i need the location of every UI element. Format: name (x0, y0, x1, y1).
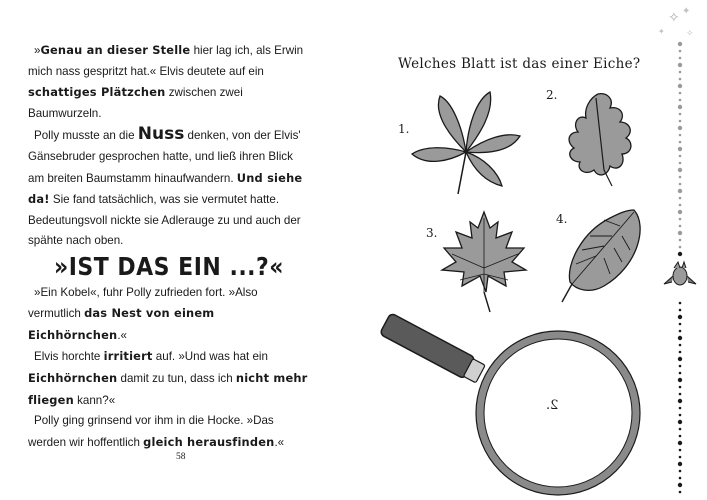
border-dot (679, 239, 682, 242)
border-dot (678, 105, 682, 109)
border-dot (678, 210, 682, 214)
border-dot (679, 50, 682, 53)
text-run: kann?« (73, 393, 116, 407)
border-dot (678, 189, 682, 193)
border-dot (679, 491, 682, 494)
border-dot (678, 315, 682, 319)
text-paragraph (28, 411, 310, 453)
leaf-label-2: 2. (546, 88, 558, 102)
border-dot (679, 120, 682, 123)
border-dot (679, 407, 682, 410)
border-dot (678, 336, 682, 340)
border-dot (678, 483, 682, 487)
border-dot (679, 225, 682, 228)
text-run: denken, von der Elvis' Gänsebruder gesprochen hatte, und ließ ihren Blick am breiten Baumstamm hinaufwandern. (28, 129, 301, 185)
border-dot (679, 449, 682, 452)
border-dot (679, 141, 682, 144)
highlighted-text: das Nest von einem Eichhörnchen (28, 306, 215, 342)
border-dot (679, 176, 682, 179)
border-dot (679, 470, 682, 473)
highlighted-text: irritiert (103, 349, 153, 364)
border-dot (679, 204, 682, 207)
right-page-puzzle (360, 0, 707, 500)
border-dot (679, 365, 682, 368)
border-dot (679, 78, 682, 81)
border-dot (678, 399, 682, 403)
border-dot (679, 428, 682, 431)
maple-leaf-icon (430, 208, 540, 318)
border-dot (679, 99, 682, 102)
border-dot (679, 393, 682, 396)
border-dot (678, 84, 682, 88)
border-dot (679, 456, 682, 459)
border-dot (679, 162, 682, 165)
border-dot (679, 113, 682, 116)
decorative-border (648, 0, 707, 500)
border-dot (679, 372, 682, 375)
text-run: Polly musste an die (34, 129, 138, 143)
highlighted-text: Genau an dieser Stelle (40, 43, 191, 57)
border-dot (679, 414, 682, 417)
border-dot (679, 134, 682, 137)
text-paragraph (28, 346, 310, 411)
text-run: .« (274, 435, 285, 449)
border-dot (679, 155, 682, 158)
highlighted-text: schattiges Plätzchen (28, 85, 166, 100)
leaf-label-1: 1. (398, 122, 410, 136)
border-dot (678, 168, 682, 172)
border-dot (679, 330, 682, 333)
text-run: » (34, 44, 41, 57)
border-dot (678, 147, 682, 151)
text-run: Sie fand tatsächlich, was sie vermutet hatte. Bedeutungsvoll nickte sie Adlerauge zu und auch der spähte nach oben. (28, 193, 301, 248)
border-dot (679, 302, 682, 305)
border-dot (679, 477, 682, 480)
text-run: zwischen zwei Baumwurzeln. (28, 86, 243, 120)
mirrored-answer: 2. (546, 398, 559, 413)
border-dot (678, 357, 682, 361)
border-dot (678, 252, 682, 256)
text-run: Elvis horchte (34, 350, 104, 364)
border-dot (679, 351, 682, 354)
highlighted-text: gleich herausfinden (143, 434, 275, 449)
border-dot (679, 197, 682, 200)
puzzle-question: Welches Blatt ist das einer Eiche? (398, 56, 641, 72)
highlighted-text: nicht mehr fliegen (28, 370, 308, 407)
border-dot (678, 42, 682, 46)
highlighted-text: Eichhörnchen (28, 370, 118, 385)
border-dot (679, 435, 682, 438)
paragraphs-after-heading (28, 283, 310, 454)
chestnut-leaf-icon (406, 82, 526, 202)
leaf-label-4: 4. (556, 212, 568, 226)
text-run: damit zu tun, dass ich (117, 371, 236, 385)
border-dot (678, 441, 682, 445)
border-dot (679, 386, 682, 389)
text-run: hier lag ich, als Erwin mich nass gespritzt hat.« Elvis deutete auf ein (28, 44, 304, 78)
svg-text:✦: ✦ (682, 6, 691, 17)
border-dot (679, 344, 682, 347)
highlighted-text: Nuss (137, 124, 185, 145)
border-dot (678, 126, 682, 130)
chapter-heading: »IST DAS EIN ...?« (53, 252, 285, 282)
border-dot (679, 309, 682, 312)
svg-text:✧: ✧ (668, 10, 680, 26)
magnifying-glass-icon (366, 318, 566, 488)
leaf-label-3: 3. (426, 226, 438, 240)
text-run: »Ein Kobel«, fuhr Polly zufrieden fort. »Also vermutlich (28, 285, 258, 321)
border-dot (678, 63, 682, 67)
border-dot (678, 231, 682, 235)
page-number: 58 (176, 452, 186, 462)
text-run: auf. »Und was hat ein (152, 350, 268, 364)
border-dot (679, 92, 682, 95)
border-dot (679, 323, 682, 326)
svg-text:✧: ✧ (686, 29, 694, 39)
border-dot (679, 183, 682, 186)
border-dot (678, 378, 682, 382)
text-run: Polly ging grinsend vor ihm in die Hocke. »Das werden wir hoffentlich (28, 414, 274, 449)
border-dot (678, 420, 682, 424)
beech-leaf-icon (560, 206, 650, 306)
border-dot (678, 462, 682, 466)
left-page-text (28, 40, 310, 490)
border-dot (679, 57, 682, 60)
text-paragraph (28, 124, 310, 252)
border-dot (679, 218, 682, 221)
border-dot (679, 246, 682, 249)
border-dot (679, 71, 682, 74)
highlighted-text: Und siehe da! (28, 170, 303, 207)
text-paragraph (28, 40, 310, 124)
paragraphs-before-heading (28, 40, 310, 252)
svg-text:✦: ✦ (658, 27, 665, 36)
text-paragraph (28, 283, 310, 347)
text-run: .« (117, 328, 127, 342)
oak-leaf-icon (546, 86, 656, 196)
